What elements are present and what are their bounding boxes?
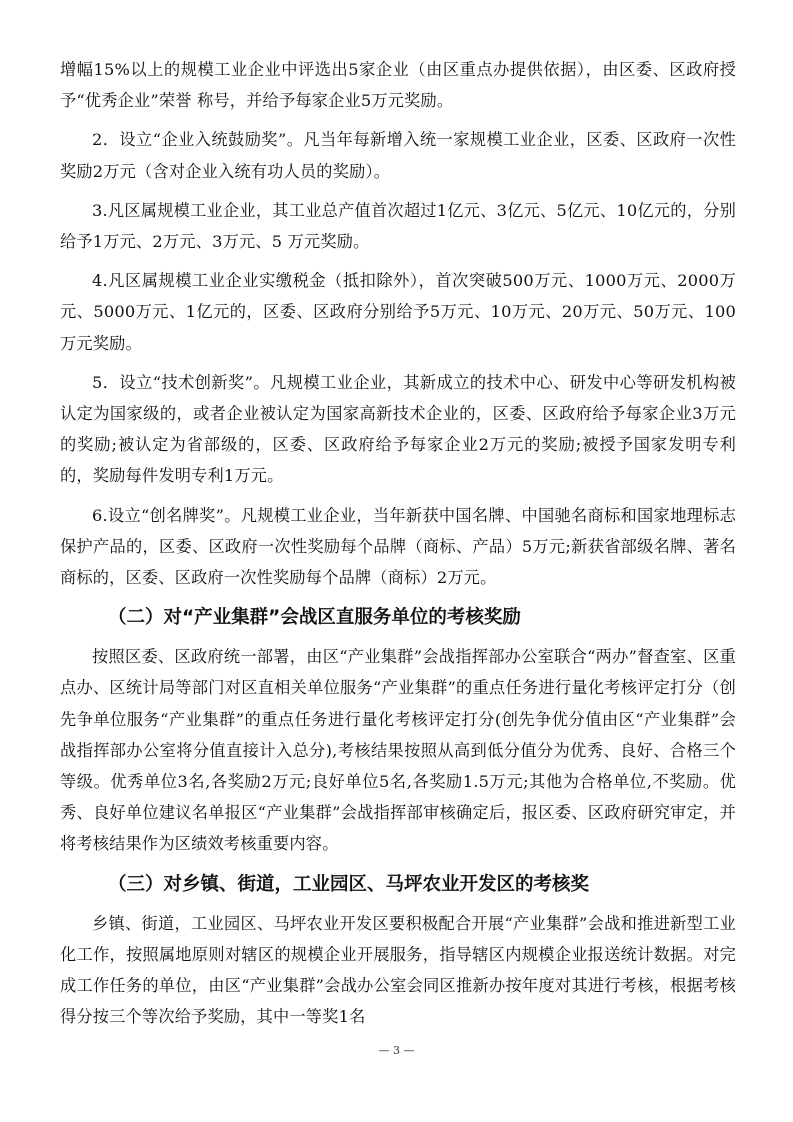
- paragraph-output-value-award: 3.凡区属规模工业企业，其工业总产值首次超过1亿元、3亿元、5亿元、10亿元的，分别给予1万元、2万元、3万元、5 万元奖励。: [60, 200, 736, 252]
- paragraph-excellent-enterprise: 增幅15%以上的规模工业企业中评选出5家企业（由区重点办提供依据），由区委、区政府授予“优秀企业”荣誉 称号，并给予每家企业5万元奖励。: [60, 60, 736, 111]
- section-heading-towns-parks: （三）对乡镇、街道，工业园区、马坪农业开发区的考核奖: [108, 873, 590, 895]
- document-body: [60, 54, 736, 1040]
- paragraph-statistics-award: 2．设立“企业入统鼓励奖”。凡当年每新增入统一家规模工业企业，区委、区政府一次性奖励2万元（含对企业入统有功人员的奖励）。: [60, 130, 736, 181]
- page-number: — 3 —: [378, 1044, 415, 1057]
- section-heading-service-units: （二）对“产业集群”会战区直服务单位的考核奖励: [108, 607, 521, 629]
- paragraph-towns-parks-assessment: 乡镇、街道，工业园区、马坪农业开发区要积极配合开展“产业集群”会战和推进新型工业化工作，按照属地原则对辖区的规模企业开展服务，指导辖区内规模企业报送统计数据。对完成工作任务的单位，由区“产业集群”会战办公室会同区推新办按年度对其进行考核，根据考核得分按三个等次给予奖励，其中一等奖1名: [60, 913, 736, 1027]
- paragraph-brand-award: 6.设立“创名牌奖”。凡规模工业企业，当年新获中国名牌、中国驰名商标和国家地理标志保护产品的，区委、区政府一次性奖励每个品牌（商标、产品）5万元;新获省部级名牌、著名商标的，区委、区政府一次性奖励每个品牌（商标）2万元。: [60, 505, 736, 588]
- paragraph-innovation-award: 5．设立“技术创新奖”。凡规模工业企业，其新成立的技术中心、研发中心等研发机构被认定为国家级的，或者企业被认定为国家高新技术企业的，区委、区政府给予每家企业3万元的奖励;被认定为省部级的，区委、区政府给予每家企业2万元的奖励;被授予国家发明专利的，奖励每件发明专利1万元。: [60, 372, 736, 486]
- paragraph-tax-award: 4.凡区属规模工业企业实缴税金（抵扣除外），首次突破500万元、1000万元、2000万元、5000万元、1亿元的，区委、区政府分别给予5万元、10万元、20万元、50万元、100万元奖励。: [60, 271, 736, 353]
- paragraph-service-units-assessment: 按照区委、区政府统一部署，由区“产业集群”会战指挥部办公室联合“两办”督查室、区重点办、区统计局等部门对区直相关单位服务“产业集群”的重点任务进行量化考核评定打分（创先争单位服务“产业集群”的重点任务进行量化考核评定打分(创先争优分值由区“产业集群”会战指挥部办公室将分值直接计入总分),考核结果按照从高到低分值分为优秀、良好、合格三个等级。优秀单位3名,各奖励2万元;良好单位5名,各奖励1.5万元;其他为合格单位,不奖励。优秀、良好单位建议名单报区“产业集群”会战指挥部审核确定后，报区委、区政府研究审定，并将考核结果作为区绩效考核重要内容。: [60, 647, 736, 854]
